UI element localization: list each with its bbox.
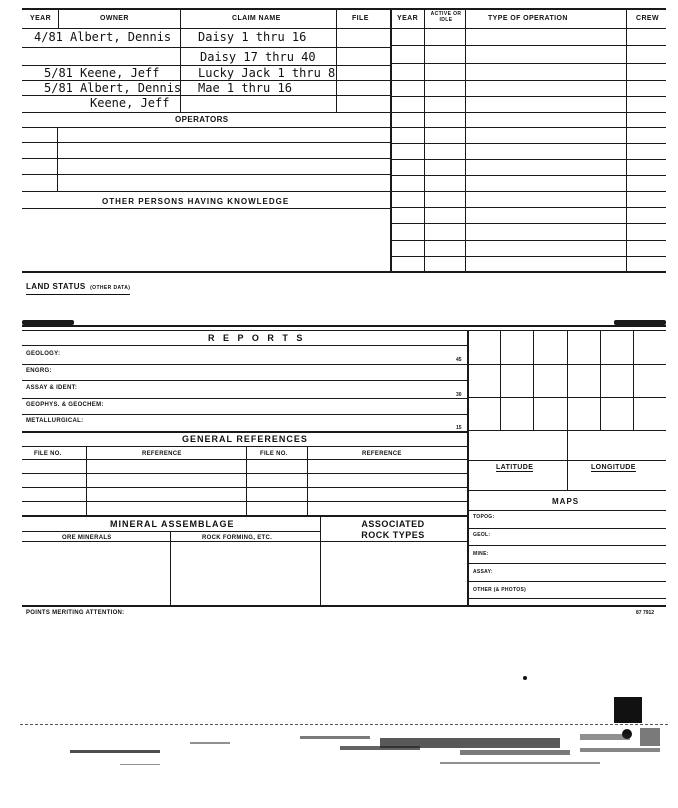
col-reference-2: REFERENCE [362, 451, 402, 457]
scan-noise-strip [40, 728, 668, 768]
claim-1-year: 4/81 [34, 30, 63, 44]
operators-heading: OPERATORS [175, 115, 229, 124]
land-status-label: LAND STATUS (OTHER DATA) [26, 276, 130, 295]
report-metallurgical-label: METALLURGICAL: [26, 418, 84, 424]
maps-topog: TOPOG: [473, 514, 495, 520]
claim-3-year: 5/81 [44, 66, 73, 80]
claim-4-owner: Albert, Dennis [80, 81, 182, 95]
claim-3-name: Lucky Jack 1 thru 8 [198, 66, 336, 80]
general-references-heading: GENERAL REFERENCES [182, 434, 308, 444]
claim-4-name: Mae 1 thru 16 [198, 81, 292, 95]
header-year-2: YEAR [397, 15, 419, 22]
header-file: FILE [352, 15, 369, 22]
header-active-or-idle: ACTIVE OR IDLE [430, 11, 462, 23]
maps-mine: MINE: [473, 551, 489, 557]
longitude-label: LONGITUDE [591, 464, 636, 471]
header-owner: OWNER [100, 15, 129, 22]
latitude-label: LATITUDE [496, 464, 534, 471]
maps-geol: GEOL: [473, 532, 491, 538]
report-geology-label: GEOLOGY: [26, 351, 61, 357]
maps-assay: ASSAY: [473, 569, 493, 575]
col-ore-minerals: ORE MINERALS [62, 535, 112, 541]
reports-heading: R E P O R T S [208, 333, 306, 343]
report-geophys-label: GEOPHYS. & GEOCHEM: [26, 402, 104, 408]
header-claim-name: CLAIM NAME [232, 15, 281, 22]
report-assay-num: 30 [456, 392, 462, 398]
col-reference-1: REFERENCE [142, 451, 182, 457]
report-metallurgical-num: 15 [456, 425, 462, 431]
report-geology-num: 45 [456, 357, 462, 363]
points-meriting-attention-label: POINTS MERITING ATTENTION: [26, 610, 125, 616]
claim-1-name: Daisy 1 thru 16 [198, 30, 307, 44]
header-year: YEAR [30, 15, 52, 22]
header-crew: CREW [636, 15, 659, 22]
claim-1-owner: Albert, Dennis [70, 30, 172, 44]
report-engrg-label: ENGRG: [26, 368, 52, 374]
col-rock-forming: ROCK FORMING, ETC. [202, 535, 273, 541]
report-assay-label: ASSAY & IDENT: [26, 385, 78, 391]
maps-other: OTHER (& PHOTOS) [473, 587, 527, 593]
claim-4-year: 5/81 [44, 81, 73, 95]
form-code: 87 7912 [636, 610, 655, 616]
maps-heading: MAPS [552, 497, 580, 506]
col-file-no-2: FILE NO. [260, 451, 288, 457]
scan-black-block [614, 697, 642, 723]
claim-3-owner: Keene, Jeff [80, 66, 160, 80]
col-file-no-1: FILE NO. [34, 451, 62, 457]
mineral-assemblage-heading: MINERAL ASSEMBLAGE [110, 519, 235, 529]
scan-speck [523, 676, 527, 680]
associated-rock-types-heading: ASSOCIATED ROCK TYPES [361, 519, 425, 540]
other-persons-heading: OTHER PERSONS HAVING KNOWLEDGE [102, 197, 290, 206]
claim-5-owner: Keene, Jeff [90, 96, 170, 110]
scan-torn-edge [20, 724, 668, 726]
header-type-of-operation: TYPE OF OPERATION [488, 15, 568, 22]
claim-2-name: Daisy 17 thru 40 [200, 50, 316, 64]
